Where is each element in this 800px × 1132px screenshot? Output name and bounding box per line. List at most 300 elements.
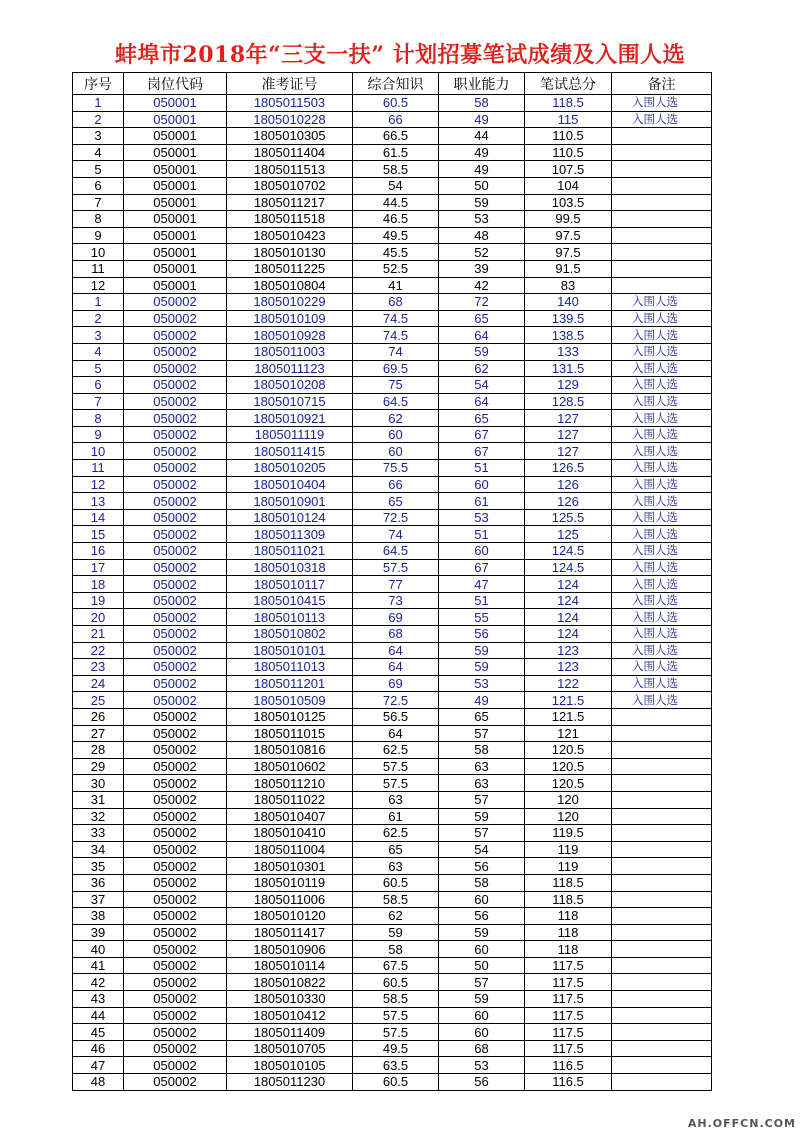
cell-general-knowledge: 64.5 — [353, 393, 439, 410]
cell-remarks — [612, 808, 712, 825]
cell-general-knowledge: 62.5 — [353, 742, 439, 759]
cell-professional-ability: 50 — [439, 957, 525, 974]
table-row — [73, 244, 712, 261]
cell-position-code: 050002 — [124, 410, 227, 427]
cell-remarks — [612, 260, 712, 277]
cell-professional-ability: 56 — [439, 1074, 525, 1091]
cell-ticket-number: 1805011004 — [227, 841, 353, 858]
cell-total-score: 118.5 — [525, 874, 612, 891]
cell-ticket-number: 1805010415 — [227, 592, 353, 609]
cell-index: 27 — [73, 725, 124, 742]
cell-remarks: 入围人选 — [612, 493, 712, 510]
cell-position-code: 050002 — [124, 692, 227, 709]
table-row — [73, 874, 712, 891]
cell-general-knowledge: 77 — [353, 576, 439, 593]
cell-professional-ability: 56 — [439, 858, 525, 875]
cell-remarks: 入围人选 — [612, 343, 712, 360]
cell-index: 3 — [73, 128, 124, 145]
cell-general-knowledge: 64 — [353, 642, 439, 659]
cell-total-score: 119 — [525, 841, 612, 858]
cell-position-code: 050002 — [124, 808, 227, 825]
cell-professional-ability: 48 — [439, 227, 525, 244]
cell-general-knowledge: 44.5 — [353, 194, 439, 211]
cell-total-score: 97.5 — [525, 227, 612, 244]
table-row — [73, 460, 712, 477]
cell-remarks: 入围人选 — [612, 310, 712, 327]
table-row — [73, 559, 712, 576]
table-row — [73, 991, 712, 1008]
cell-total-score: 138.5 — [525, 327, 612, 344]
cell-ticket-number: 1805010130 — [227, 244, 353, 261]
cell-remarks — [612, 1057, 712, 1074]
cell-general-knowledge: 64 — [353, 659, 439, 676]
cell-professional-ability: 67 — [439, 559, 525, 576]
cell-professional-ability: 49 — [439, 161, 525, 178]
table-row — [73, 128, 712, 145]
cell-total-score: 107.5 — [525, 161, 612, 178]
cell-professional-ability: 53 — [439, 675, 525, 692]
cell-index: 9 — [73, 426, 124, 443]
cell-remarks — [612, 1024, 712, 1041]
cell-general-knowledge: 64.5 — [353, 543, 439, 560]
table-row — [73, 476, 712, 493]
cell-ticket-number: 1805011123 — [227, 360, 353, 377]
cell-remarks — [612, 742, 712, 759]
cell-remarks: 入围人选 — [612, 377, 712, 394]
cell-position-code: 050002 — [124, 924, 227, 941]
cell-position-code: 050002 — [124, 443, 227, 460]
table-row — [73, 310, 712, 327]
table-row — [73, 543, 712, 560]
table-row — [73, 377, 712, 394]
cell-ticket-number: 1805010109 — [227, 310, 353, 327]
cell-general-knowledge: 58 — [353, 941, 439, 958]
cell-ticket-number: 1805011417 — [227, 924, 353, 941]
table-row — [73, 592, 712, 609]
table-row — [73, 725, 712, 742]
cell-total-score: 118.5 — [525, 95, 612, 112]
cell-ticket-number: 1805010113 — [227, 609, 353, 626]
cell-remarks — [612, 841, 712, 858]
cell-remarks — [612, 991, 712, 1008]
table-row — [73, 825, 712, 842]
table-row — [73, 808, 712, 825]
cell-index: 47 — [73, 1057, 124, 1074]
table-row — [73, 211, 712, 228]
cell-index: 28 — [73, 742, 124, 759]
cell-professional-ability: 51 — [439, 526, 525, 543]
table-row — [73, 675, 712, 692]
cell-position-code: 050002 — [124, 708, 227, 725]
table-row — [73, 1057, 712, 1074]
cell-index: 26 — [73, 708, 124, 725]
cell-ticket-number: 1805010822 — [227, 974, 353, 991]
cell-total-score: 117.5 — [525, 1024, 612, 1041]
cell-total-score: 117.5 — [525, 957, 612, 974]
table-row — [73, 95, 712, 112]
header-professional-ability: 职业能力 — [439, 73, 525, 95]
cell-position-code: 050002 — [124, 941, 227, 958]
cell-professional-ability: 44 — [439, 128, 525, 145]
cell-general-knowledge: 72.5 — [353, 692, 439, 709]
cell-index: 20 — [73, 609, 124, 626]
cell-ticket-number: 1805010119 — [227, 874, 353, 891]
cell-remarks — [612, 211, 712, 228]
cell-remarks: 入围人选 — [612, 95, 712, 112]
cell-position-code: 050002 — [124, 841, 227, 858]
cell-general-knowledge: 74 — [353, 343, 439, 360]
cell-position-code: 050002 — [124, 1007, 227, 1024]
cell-general-knowledge: 57.5 — [353, 559, 439, 576]
cell-position-code: 050001 — [124, 227, 227, 244]
cell-total-score: 117.5 — [525, 1007, 612, 1024]
table-row — [73, 941, 712, 958]
cell-position-code: 050002 — [124, 526, 227, 543]
header-general-knowledge: 综合知识 — [353, 73, 439, 95]
cell-remarks — [612, 957, 712, 974]
cell-remarks: 入围人选 — [612, 410, 712, 427]
cell-remarks — [612, 758, 712, 775]
cell-remarks: 入围人选 — [612, 576, 712, 593]
cell-position-code: 050001 — [124, 144, 227, 161]
cell-remarks: 入围人选 — [612, 393, 712, 410]
cell-ticket-number: 1805011518 — [227, 211, 353, 228]
cell-position-code: 050001 — [124, 177, 227, 194]
cell-total-score: 120 — [525, 808, 612, 825]
cell-professional-ability: 60 — [439, 543, 525, 560]
table-row — [73, 526, 712, 543]
cell-position-code: 050001 — [124, 95, 227, 112]
cell-total-score: 120 — [525, 791, 612, 808]
cell-general-knowledge: 63 — [353, 858, 439, 875]
cell-professional-ability: 60 — [439, 891, 525, 908]
cell-professional-ability: 53 — [439, 211, 525, 228]
cell-total-score: 99.5 — [525, 211, 612, 228]
cell-professional-ability: 57 — [439, 974, 525, 991]
cell-remarks — [612, 858, 712, 875]
cell-ticket-number: 1805010901 — [227, 493, 353, 510]
cell-total-score: 126 — [525, 476, 612, 493]
cell-general-knowledge: 60.5 — [353, 95, 439, 112]
cell-ticket-number: 1805011013 — [227, 659, 353, 676]
cell-ticket-number: 1805011217 — [227, 194, 353, 211]
cell-ticket-number: 1805010921 — [227, 410, 353, 427]
cell-index: 16 — [73, 543, 124, 560]
cell-index: 3 — [73, 327, 124, 344]
cell-professional-ability: 49 — [439, 692, 525, 709]
cell-index: 12 — [73, 476, 124, 493]
header-index: 序号 — [73, 73, 124, 95]
cell-general-knowledge: 73 — [353, 592, 439, 609]
cell-total-score: 117.5 — [525, 1040, 612, 1057]
cell-total-score: 91.5 — [525, 260, 612, 277]
cell-index: 5 — [73, 360, 124, 377]
cell-index: 13 — [73, 493, 124, 510]
cell-professional-ability: 67 — [439, 443, 525, 460]
cell-total-score: 124.5 — [525, 543, 612, 560]
cell-index: 44 — [73, 1007, 124, 1024]
cell-index: 12 — [73, 277, 124, 294]
cell-position-code: 050002 — [124, 642, 227, 659]
cell-total-score: 125.5 — [525, 509, 612, 526]
table-row — [73, 841, 712, 858]
cell-total-score: 127 — [525, 410, 612, 427]
cell-position-code: 050002 — [124, 858, 227, 875]
table-header-row — [73, 73, 712, 95]
cell-remarks: 入围人选 — [612, 592, 712, 609]
cell-position-code: 050002 — [124, 991, 227, 1008]
cell-professional-ability: 58 — [439, 874, 525, 891]
cell-total-score: 83 — [525, 277, 612, 294]
cell-ticket-number: 1805010509 — [227, 692, 353, 709]
cell-general-knowledge: 49.5 — [353, 1040, 439, 1057]
cell-professional-ability: 54 — [439, 377, 525, 394]
cell-total-score: 110.5 — [525, 128, 612, 145]
table-row — [73, 443, 712, 460]
cell-professional-ability: 63 — [439, 775, 525, 792]
cell-total-score: 119.5 — [525, 825, 612, 842]
cell-ticket-number: 1805010305 — [227, 128, 353, 145]
cell-remarks: 入围人选 — [612, 675, 712, 692]
cell-index: 46 — [73, 1040, 124, 1057]
table-row — [73, 294, 712, 311]
cell-professional-ability: 53 — [439, 1057, 525, 1074]
cell-total-score: 124 — [525, 609, 612, 626]
cell-remarks: 入围人选 — [612, 460, 712, 477]
cell-professional-ability: 56 — [439, 626, 525, 643]
table-row — [73, 277, 712, 294]
cell-index: 11 — [73, 460, 124, 477]
cell-general-knowledge: 62 — [353, 908, 439, 925]
cell-general-knowledge: 60.5 — [353, 874, 439, 891]
table-row — [73, 908, 712, 925]
cell-total-score: 104 — [525, 177, 612, 194]
cell-total-score: 124 — [525, 626, 612, 643]
cell-index: 1 — [73, 95, 124, 112]
cell-ticket-number: 1805010125 — [227, 708, 353, 725]
cell-remarks — [612, 277, 712, 294]
cell-index: 8 — [73, 211, 124, 228]
cell-general-knowledge: 69 — [353, 675, 439, 692]
cell-remarks — [612, 1007, 712, 1024]
table-row — [73, 692, 712, 709]
cell-index: 10 — [73, 244, 124, 261]
page-title: 蚌埠市2018年“三支一扶” 计划招募笔试成绩及入围人选 — [114, 42, 686, 68]
cell-total-score: 124 — [525, 576, 612, 593]
cell-general-knowledge: 64 — [353, 725, 439, 742]
cell-professional-ability: 65 — [439, 410, 525, 427]
cell-remarks — [612, 791, 712, 808]
cell-ticket-number: 1805011201 — [227, 675, 353, 692]
cell-ticket-number: 1805010301 — [227, 858, 353, 875]
cell-ticket-number: 1805010120 — [227, 908, 353, 925]
cell-index: 6 — [73, 177, 124, 194]
cell-ticket-number: 1805011022 — [227, 791, 353, 808]
cell-general-knowledge: 62 — [353, 410, 439, 427]
cell-professional-ability: 65 — [439, 708, 525, 725]
cell-ticket-number: 1805010410 — [227, 825, 353, 842]
cell-professional-ability: 57 — [439, 725, 525, 742]
cell-ticket-number: 1805010412 — [227, 1007, 353, 1024]
cell-index: 36 — [73, 874, 124, 891]
cell-total-score: 133 — [525, 343, 612, 360]
cell-total-score: 127 — [525, 426, 612, 443]
cell-general-knowledge: 63.5 — [353, 1057, 439, 1074]
cell-general-knowledge: 74.5 — [353, 327, 439, 344]
cell-total-score: 139.5 — [525, 310, 612, 327]
cell-total-score: 117.5 — [525, 991, 612, 1008]
cell-professional-ability: 58 — [439, 742, 525, 759]
cell-general-knowledge: 60 — [353, 426, 439, 443]
cell-ticket-number: 1805010702 — [227, 177, 353, 194]
cell-total-score: 117.5 — [525, 974, 612, 991]
cell-position-code: 050002 — [124, 592, 227, 609]
cell-position-code: 050001 — [124, 244, 227, 261]
cell-general-knowledge: 63 — [353, 791, 439, 808]
cell-position-code: 050002 — [124, 908, 227, 925]
cell-general-knowledge: 54 — [353, 177, 439, 194]
cell-professional-ability: 54 — [439, 841, 525, 858]
cell-remarks: 入围人选 — [612, 692, 712, 709]
table-body — [73, 95, 712, 1091]
cell-position-code: 050002 — [124, 1057, 227, 1074]
cell-general-knowledge: 68 — [353, 294, 439, 311]
cell-ticket-number: 1805010330 — [227, 991, 353, 1008]
cell-total-score: 125 — [525, 526, 612, 543]
cell-index: 19 — [73, 592, 124, 609]
cell-professional-ability: 52 — [439, 244, 525, 261]
cell-ticket-number: 1805010318 — [227, 559, 353, 576]
table-row — [73, 1074, 712, 1091]
cell-ticket-number: 1805011003 — [227, 343, 353, 360]
table-row — [73, 343, 712, 360]
cell-ticket-number: 1805010407 — [227, 808, 353, 825]
cell-position-code: 050002 — [124, 327, 227, 344]
cell-professional-ability: 51 — [439, 460, 525, 477]
cell-total-score: 131.5 — [525, 360, 612, 377]
table-row — [73, 161, 712, 178]
cell-general-knowledge: 61 — [353, 808, 439, 825]
cell-general-knowledge: 45.5 — [353, 244, 439, 261]
table-row — [73, 260, 712, 277]
cell-index: 7 — [73, 393, 124, 410]
cell-general-knowledge: 75 — [353, 377, 439, 394]
cell-ticket-number: 1805010208 — [227, 377, 353, 394]
cell-index: 48 — [73, 1074, 124, 1091]
cell-professional-ability: 59 — [439, 194, 525, 211]
cell-position-code: 050001 — [124, 194, 227, 211]
cell-ticket-number: 1805010101 — [227, 642, 353, 659]
cell-remarks — [612, 874, 712, 891]
table-row — [73, 659, 712, 676]
cell-general-knowledge: 52.5 — [353, 260, 439, 277]
cell-professional-ability: 60 — [439, 941, 525, 958]
cell-total-score: 123 — [525, 659, 612, 676]
table-row — [73, 576, 712, 593]
cell-index: 41 — [73, 957, 124, 974]
cell-remarks — [612, 227, 712, 244]
cell-general-knowledge: 57.5 — [353, 758, 439, 775]
table-row — [73, 974, 712, 991]
cell-ticket-number: 1805011309 — [227, 526, 353, 543]
cell-professional-ability: 61 — [439, 493, 525, 510]
cell-position-code: 050002 — [124, 310, 227, 327]
cell-general-knowledge: 56.5 — [353, 708, 439, 725]
cell-total-score: 140 — [525, 294, 612, 311]
cell-remarks — [612, 725, 712, 742]
cell-position-code: 050001 — [124, 260, 227, 277]
cell-ticket-number: 1805011210 — [227, 775, 353, 792]
cell-remarks — [612, 128, 712, 145]
cell-total-score: 127 — [525, 443, 612, 460]
cell-ticket-number: 1805010804 — [227, 277, 353, 294]
cell-index: 14 — [73, 509, 124, 526]
cell-position-code: 050002 — [124, 543, 227, 560]
cell-ticket-number: 1805010715 — [227, 393, 353, 410]
cell-professional-ability: 59 — [439, 808, 525, 825]
cell-position-code: 050002 — [124, 393, 227, 410]
cell-index: 35 — [73, 858, 124, 875]
cell-index: 15 — [73, 526, 124, 543]
cell-remarks: 入围人选 — [612, 609, 712, 626]
cell-general-knowledge: 68 — [353, 626, 439, 643]
cell-remarks: 入围人选 — [612, 559, 712, 576]
table-row — [73, 957, 712, 974]
cell-ticket-number: 1805011415 — [227, 443, 353, 460]
cell-general-knowledge: 66.5 — [353, 128, 439, 145]
table-row — [73, 144, 712, 161]
cell-index: 40 — [73, 941, 124, 958]
header-remarks: 备注 — [612, 73, 712, 95]
cell-remarks: 入围人选 — [612, 642, 712, 659]
cell-remarks: 入围人选 — [612, 294, 712, 311]
header-position-code: 岗位代码 — [124, 73, 227, 95]
table-row — [73, 642, 712, 659]
cell-professional-ability: 72 — [439, 294, 525, 311]
cell-ticket-number: 1805011119 — [227, 426, 353, 443]
table-row — [73, 924, 712, 941]
cell-position-code: 050002 — [124, 360, 227, 377]
cell-professional-ability: 59 — [439, 991, 525, 1008]
table-row — [73, 111, 712, 128]
cell-index: 6 — [73, 377, 124, 394]
cell-professional-ability: 58 — [439, 95, 525, 112]
cell-position-code: 050002 — [124, 476, 227, 493]
cell-index: 42 — [73, 974, 124, 991]
cell-general-knowledge: 58.5 — [353, 891, 439, 908]
cell-ticket-number: 1805010114 — [227, 957, 353, 974]
table-row — [73, 791, 712, 808]
cell-total-score: 110.5 — [525, 144, 612, 161]
cell-general-knowledge: 69 — [353, 609, 439, 626]
cell-general-knowledge: 41 — [353, 277, 439, 294]
cell-index: 29 — [73, 758, 124, 775]
table-row — [73, 891, 712, 908]
cell-total-score: 121.5 — [525, 708, 612, 725]
cell-position-code: 050002 — [124, 891, 227, 908]
cell-professional-ability: 47 — [439, 576, 525, 593]
cell-position-code: 050002 — [124, 576, 227, 593]
cell-remarks: 入围人选 — [612, 327, 712, 344]
cell-position-code: 050001 — [124, 211, 227, 228]
cell-professional-ability: 60 — [439, 1024, 525, 1041]
cell-professional-ability: 60 — [439, 1007, 525, 1024]
cell-professional-ability: 60 — [439, 476, 525, 493]
cell-position-code: 050001 — [124, 111, 227, 128]
cell-general-knowledge: 65 — [353, 841, 439, 858]
cell-total-score: 126.5 — [525, 460, 612, 477]
cell-total-score: 122 — [525, 675, 612, 692]
